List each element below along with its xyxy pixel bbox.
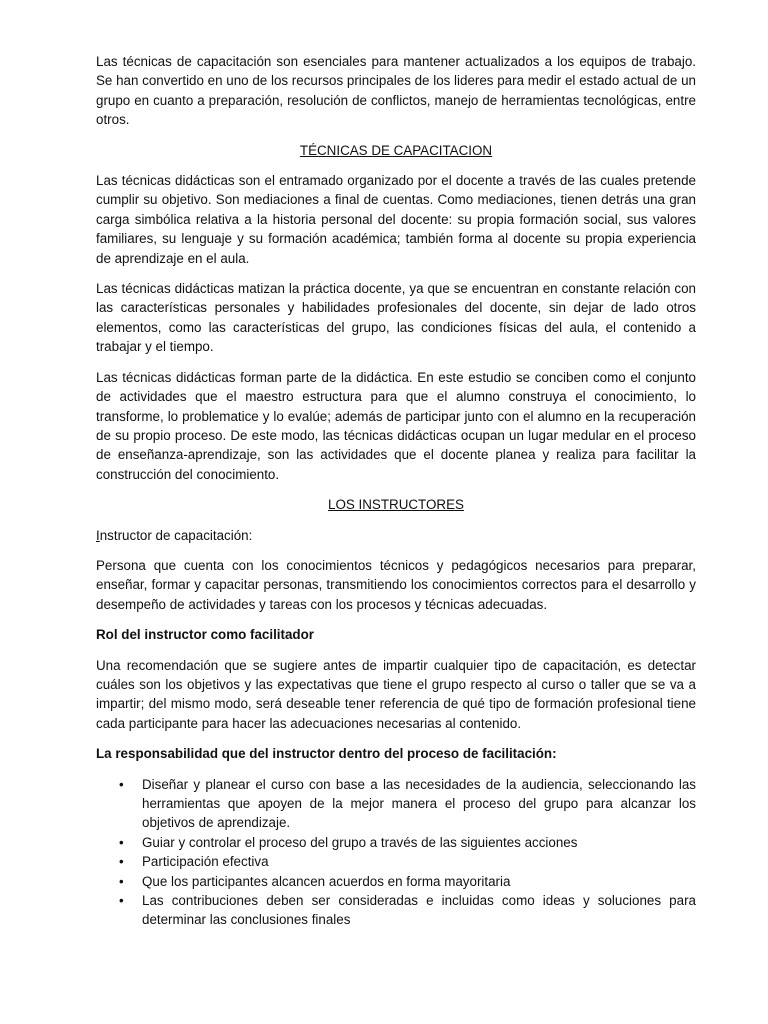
list-item: • Diseñar y planear el curso con base a las necesidades de la audiencia, seleccionando las herramientas que apoyen de la mejor manera el proceso del grupo para alcanzar los objetivos de aprendizaje.	[119, 776, 696, 831]
rol-heading: Rol del instructor como facilitador	[96, 627, 314, 643]
list-item: • Que los participantes alcancen acuerdos en forma mayoritaria	[142, 872, 696, 891]
intro-paragraph: Las técnicas de capacitación son esenciales para mantener actualizados a los equipos de trabajo. Se han convertido en uno de los recursos principales de los lideres para medir el estado actual de un grupo en cuanto a preparación, resolución de conflictos, manejo de herramientas tecnológicas, entre otros.	[96, 54, 696, 128]
bullet-icon: •	[119, 834, 124, 850]
list-item: • Guiar y controlar el proceso del grupo a través de las siguientes acciones	[142, 833, 696, 852]
heading-los-instructores: LOS INSTRUCTORES	[328, 497, 464, 513]
rol-paragraph: Una recomendación que se sugiere antes de impartir cualquier tipo de capacitación, es detectar cuáles son los objetivos y las expectativas que tiene el grupo respecto al curso o taller que se va a impartir; del mismo modo, será deseable tener referencia de qué tipo de formación profesional tiene cada participante para hacer las adecuaciones necesarias al contenido.	[96, 657, 696, 731]
heading-tecnicas-de-capacitacion: TÉCNICAS DE CAPACITACION	[299, 142, 493, 158]
paragraph-tecnicas-didacticas-2: Las técnicas didácticas matizan la práctica docente, ya que se encuentran en constante relación con las características personales y habilidades profesionales del docente, sin dejar de lado otros elementos, como las características del grupo, las condiciones físicas del aula, el contenido a trabajar y el tiempo.	[96, 281, 696, 355]
instructor-label-first-letter: I	[96, 527, 100, 543]
instructor-label	[96, 526, 696, 545]
bullet-icon: •	[119, 854, 124, 870]
bullet-icon: •	[119, 873, 124, 889]
paragraph-tecnicas-didacticas-1: Las técnicas didácticas son el entramado organizado por el docente a través de las cuales pretende cumplir su objetivo. Son mediaciones a final de cuentas. Como mediaciones, tienen detrás una gran carga simbólica relativa a la historia personal del docente: su propia formación social, sus valores familiares, su lenguaje y su formación académica; también forma al docente su propia experiencia de aprendizaje en el aula.	[96, 173, 696, 266]
bullet-icon: •	[119, 893, 124, 909]
responsabilidad-list	[96, 775, 696, 930]
instructor-definition: Persona que cuenta con los conocimientos técnicos y pedagógicos necesarios para preparar, enseñar, formar y capacitar personas, transmitiendo los conocimientos correctos para el desarrollo y desempeño de actividades y tareas con los procesos y técnicas adecuadas.	[96, 557, 696, 612]
bullet-icon: •	[119, 776, 124, 792]
instructor-label-rest: nstructor de capacitación:	[99, 527, 253, 543]
responsabilidad-heading: La responsabilidad que del instructor dentro del proceso de facilitación:	[96, 746, 557, 762]
paragraph-tecnicas-didacticas-3: Las técnicas didácticas forman parte de la didáctica. En este estudio se conciben como el conjunto de actividades que el maestro estructura para que el alumno construya el conocimiento, lo transforme, lo problematice y lo evalúe; además de participar junto con el alumno en la recuperación de su propio proceso. De este modo, las técnicas didácticas ocupan un lugar medular en el proceso de enseñanza-aprendizaje, son las actividades que el docente planea y realiza para facilitar la construcción del conocimiento.	[96, 369, 696, 482]
list-item: • Las contribuciones deben ser consideradas e incluidas como ideas y soluciones para determinar las conclusiones finales	[119, 893, 696, 928]
list-item: • Participación efectiva	[142, 852, 696, 871]
